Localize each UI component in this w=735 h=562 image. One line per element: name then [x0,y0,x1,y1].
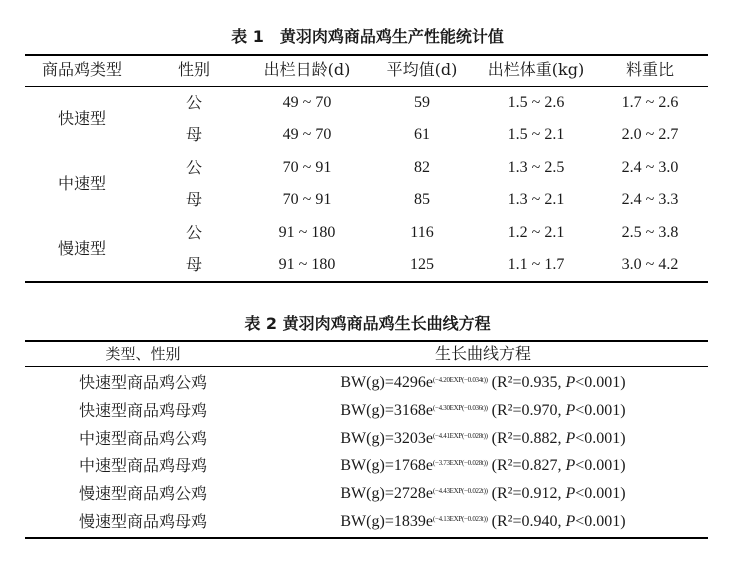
header-sex: 性别 [177,60,211,79]
p-value: 0.001 [584,374,621,391]
p-value: 0.001 [584,430,621,447]
equation-cell: $BW(g)=3203e^{(-4.41EXP(-0.028t))}$ (R²=0.882, P<0.001) [340,430,626,447]
header-average: 平均值(d) [386,60,458,79]
equation-base: BW(g)=3168e [340,402,433,419]
age-cell: 49 ~ 70 [282,94,332,111]
age-cell: 91 ~ 180 [278,256,336,273]
group-fast: 快速型 [57,109,107,128]
equation-exponent: (−4.43EXP(−0.022t)) [432,487,488,495]
table1-header-rule [25,86,708,87]
avg-cell: 85 [414,191,430,208]
equation-base: BW(g)=1768e [340,457,433,474]
r2-value: 0.882 [521,430,558,447]
equation-exponent: (−4.20EXP(−0.034t)) [432,376,488,384]
sex-cell: 母 [185,125,203,144]
sex-cell: 母 [185,255,203,274]
type-cell: 快速型商品鸡公鸡 [78,373,208,392]
sex-cell: 母 [185,190,203,209]
header-growth-equation: 生长曲线方程 [434,344,532,363]
equation-cell: $BW(g)=2728e^{(-4.43EXP(-0.022t))}$ (R²=0.912, P<0.001) [340,485,626,502]
table1-bottom-rule [25,281,708,283]
r2-value: 0.970 [521,402,558,419]
avg-cell: 82 [414,159,430,176]
sex-cell: 公 [185,158,203,177]
header-feed-ratio: 料重比 [625,60,675,79]
p-value: 0.001 [584,457,621,474]
age-cell: 91 ~ 180 [278,224,336,241]
fcr-cell: 2.5 ~ 3.8 [621,224,679,241]
table2-title: 表 2 黄羽肉鸡商品鸡生长曲线方程 [244,314,491,333]
weight-cell: 1.5 ~ 2.6 [507,94,565,111]
fcr-cell: 2.4 ~ 3.3 [621,191,679,208]
fcr-cell: 2.4 ~ 3.0 [621,159,679,176]
equation-cell: $BW(g)=3168e^{(-4.30EXP(-0.036t))}$ (R²=0.970, P<0.001) [340,402,626,419]
header-chicken-type: 商品鸡类型 [41,60,123,79]
table2-top-rule [25,340,708,342]
equation-exponent: (−4.13EXP(−0.023t)) [432,515,488,523]
equation-base: BW(g)=1839e [340,513,433,530]
table1-title: 表 1 黄羽肉鸡商品鸡生产性能统计值 [231,27,504,46]
header-market-age: 出栏日龄(d) [263,60,351,79]
type-cell: 慢速型商品鸡公鸡 [78,484,208,503]
age-cell: 70 ~ 91 [282,191,332,208]
table2-bottom-rule [25,537,708,539]
age-cell: 70 ~ 91 [282,159,332,176]
p-value: 0.001 [584,513,621,530]
avg-cell: 125 [410,256,434,273]
header-type-sex: 类型、性别 [105,345,181,363]
age-cell: 49 ~ 70 [282,126,332,143]
type-cell: 中速型商品鸡母鸡 [78,456,208,475]
avg-cell: 116 [410,224,434,241]
r2-value: 0.935 [521,374,558,391]
equation-base: BW(g)=2728e [340,485,433,502]
equation-cell: $BW(g)=4296e^{(-4.20EXP(-0.034t))}$ (R²=0.935, P<0.001) [340,374,626,391]
type-cell: 快速型商品鸡母鸡 [78,401,208,420]
avg-cell: 59 [414,94,430,111]
r2-value: 0.827 [521,457,558,474]
fcr-cell: 2.0 ~ 2.7 [621,126,679,143]
group-slow: 慢速型 [57,239,107,258]
header-market-weight: 出栏体重(kg) [487,60,585,79]
type-cell: 慢速型商品鸡母鸡 [78,512,208,531]
avg-cell: 61 [414,126,430,143]
equation-exponent: (−4.30EXP(−0.036t)) [432,404,488,412]
weight-cell: 1.3 ~ 2.1 [507,191,565,208]
sex-cell: 公 [185,93,203,112]
weight-cell: 1.3 ~ 2.5 [507,159,565,176]
p-value: 0.001 [584,485,621,502]
p-value: 0.001 [584,402,621,419]
equation-exponent: (−3.73EXP(−0.028t)) [432,459,488,467]
table1-top-rule [25,54,708,56]
r2-value: 0.940 [521,513,558,530]
equation-base: BW(g)=3203e [340,430,433,447]
sex-cell: 公 [185,223,203,242]
equation-base: BW(g)=4296e [340,374,433,391]
r2-value: 0.912 [521,485,558,502]
equation-cell: $BW(g)=1839e^{(-4.13EXP(-0.023t))}$ (R²=0.940, P<0.001) [340,513,626,530]
group-medium: 中速型 [57,174,107,193]
weight-cell: 1.5 ~ 2.1 [507,126,565,143]
weight-cell: 1.2 ~ 2.1 [507,224,565,241]
fcr-cell: 1.7 ~ 2.6 [621,94,679,111]
type-cell: 中速型商品鸡公鸡 [78,429,208,448]
fcr-cell: 3.0 ~ 4.2 [621,256,679,273]
equation-cell: $BW(g)=1768e^{(-3.73EXP(-0.028t))}$ (R²=0.827, P<0.001) [340,457,626,474]
equation-exponent: (−4.41EXP(−0.028t)) [432,432,488,440]
weight-cell: 1.1 ~ 1.7 [507,256,565,273]
table2-header-rule [25,366,708,367]
